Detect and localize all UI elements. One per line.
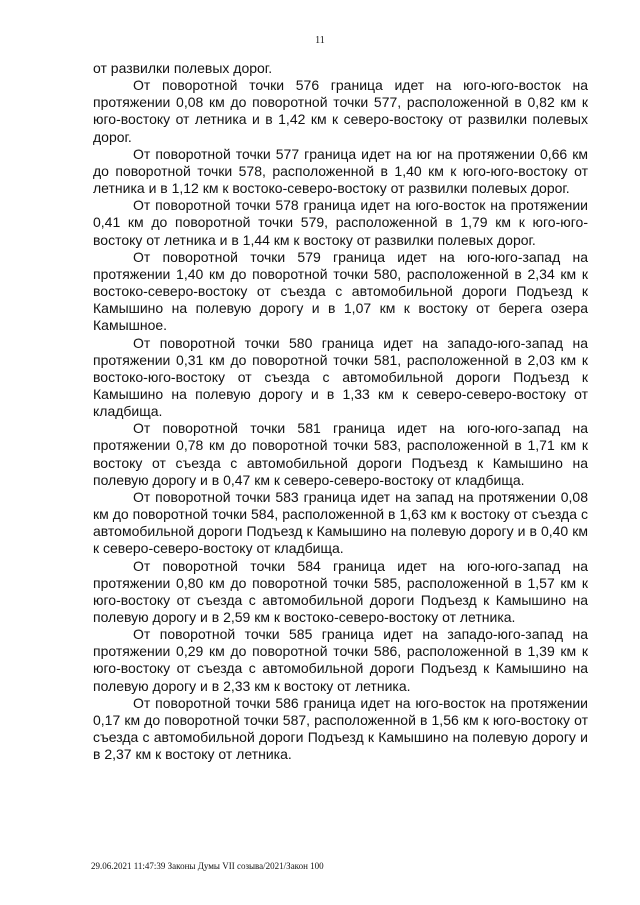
page-footer: 29.06.2021 11:47:39 Законы Думы VII созыва/2021/Закон 100 xyxy=(91,861,324,871)
paragraph-point-578: От поворотной точки 578 граница идет на юго-восток на протяжении 0,41 км до поворотной точки 579, расположенной в 1,79 км к юго-юго-востоку от летника и в 1,44 км к востоку от развилки полевых дорог. xyxy=(93,197,588,248)
paragraph-point-584: От поворотной точки 584 граница идет на юго-юго-запад на протяжении 0,80 км до поворотной точки 585, расположенной в 1,57 км к юго-востоку от съезда с автомобильной дороги Подъезд к Камышино на полевую дорогу и в 2,59 км к востоко-северо-востоку от летника. xyxy=(93,557,588,625)
continuation-line: от развилки полевых дорог. xyxy=(93,60,273,76)
paragraph-point-580: От поворотной точки 580 граница идет на западо-юго-запад на протяжении 0,31 км до поворотной точки 581, расположенной в 2,03 км к востоко-юго-востоку от съезда с автомобильной дороги Подъезд к Камышино на полевую дорогу и в 1,33 км к северо-северо-востоку от кладбища. xyxy=(93,334,588,420)
paragraph-point-577: От поворотной точки 577 граница идет на юг на протяжении 0,66 км до поворотной точки 578, расположенной в 1,40 км к юго-юго-востоку от летника и в 1,12 км к востоко-северо-востоку от развилки полевых дорог. xyxy=(93,145,588,197)
paragraph-point-581: От поворотной точки 581 граница идет на юго-юго-запад на протяжении 0,78 км до поворотной точки 583, расположенной в 1,71 км к востоку от съезда с автомобильной дороги Подъезд к Камышино на полевую дорогу и в 0,47 км к северо-северо-востоку от кладбища. xyxy=(93,420,588,488)
paragraph-point-579: От поворотной точки 579 граница идет на юго-юго-запад на протяжении 1,40 км до поворотной точки 580, расположенной в 2,34 км к востоко-северо-востоку от съезда с автомобильной дороги Подъезд к Камышино на полевую дорогу и в 1,07 км к востоку от берега озера Камышное. xyxy=(93,248,588,334)
page-number: 11 xyxy=(315,35,325,46)
paragraph-point-586: От поворотной точки 586 граница идет на юго-восток на протяжении 0,17 км до поворотной точки 587, расположенной в 1,56 км к юго-востоку от съезда с автомобильной дороги Подъезд к Камышино на полевую дорогу и в 2,37 км к востоку от летника. xyxy=(93,694,588,763)
document-body xyxy=(93,60,588,763)
paragraph-point-585: От поворотной точки 585 граница идет на западо-юго-запад на протяжении 0,29 км до поворотной точки 586, расположенной в 1,39 км к юго-востоку от съезда с автомобильной дороги Подъезд к Камышино на полевую дорогу и в 2,33 км к востоку от летника. xyxy=(93,626,588,694)
paragraph-point-583: От поворотной точки 583 граница идет на запад на протяжении 0,08 км до поворотной точки 584, расположенной в 1,63 км к востоку от съезда с автомобильной дороги Подъезд к Камышино на полевую дорогу и в 0,40 км к северо-северо-востоку от кладбища. xyxy=(93,488,588,557)
paragraph-point-576: От поворотной точки 576 граница идет на юго-юго-восток на протяжении 0,08 км до поворотной точки 577, расположенной в 0,82 км к юго-востоку от летника и в 1,42 км к северо-востоку от развилки полевых дорог. xyxy=(93,77,588,145)
